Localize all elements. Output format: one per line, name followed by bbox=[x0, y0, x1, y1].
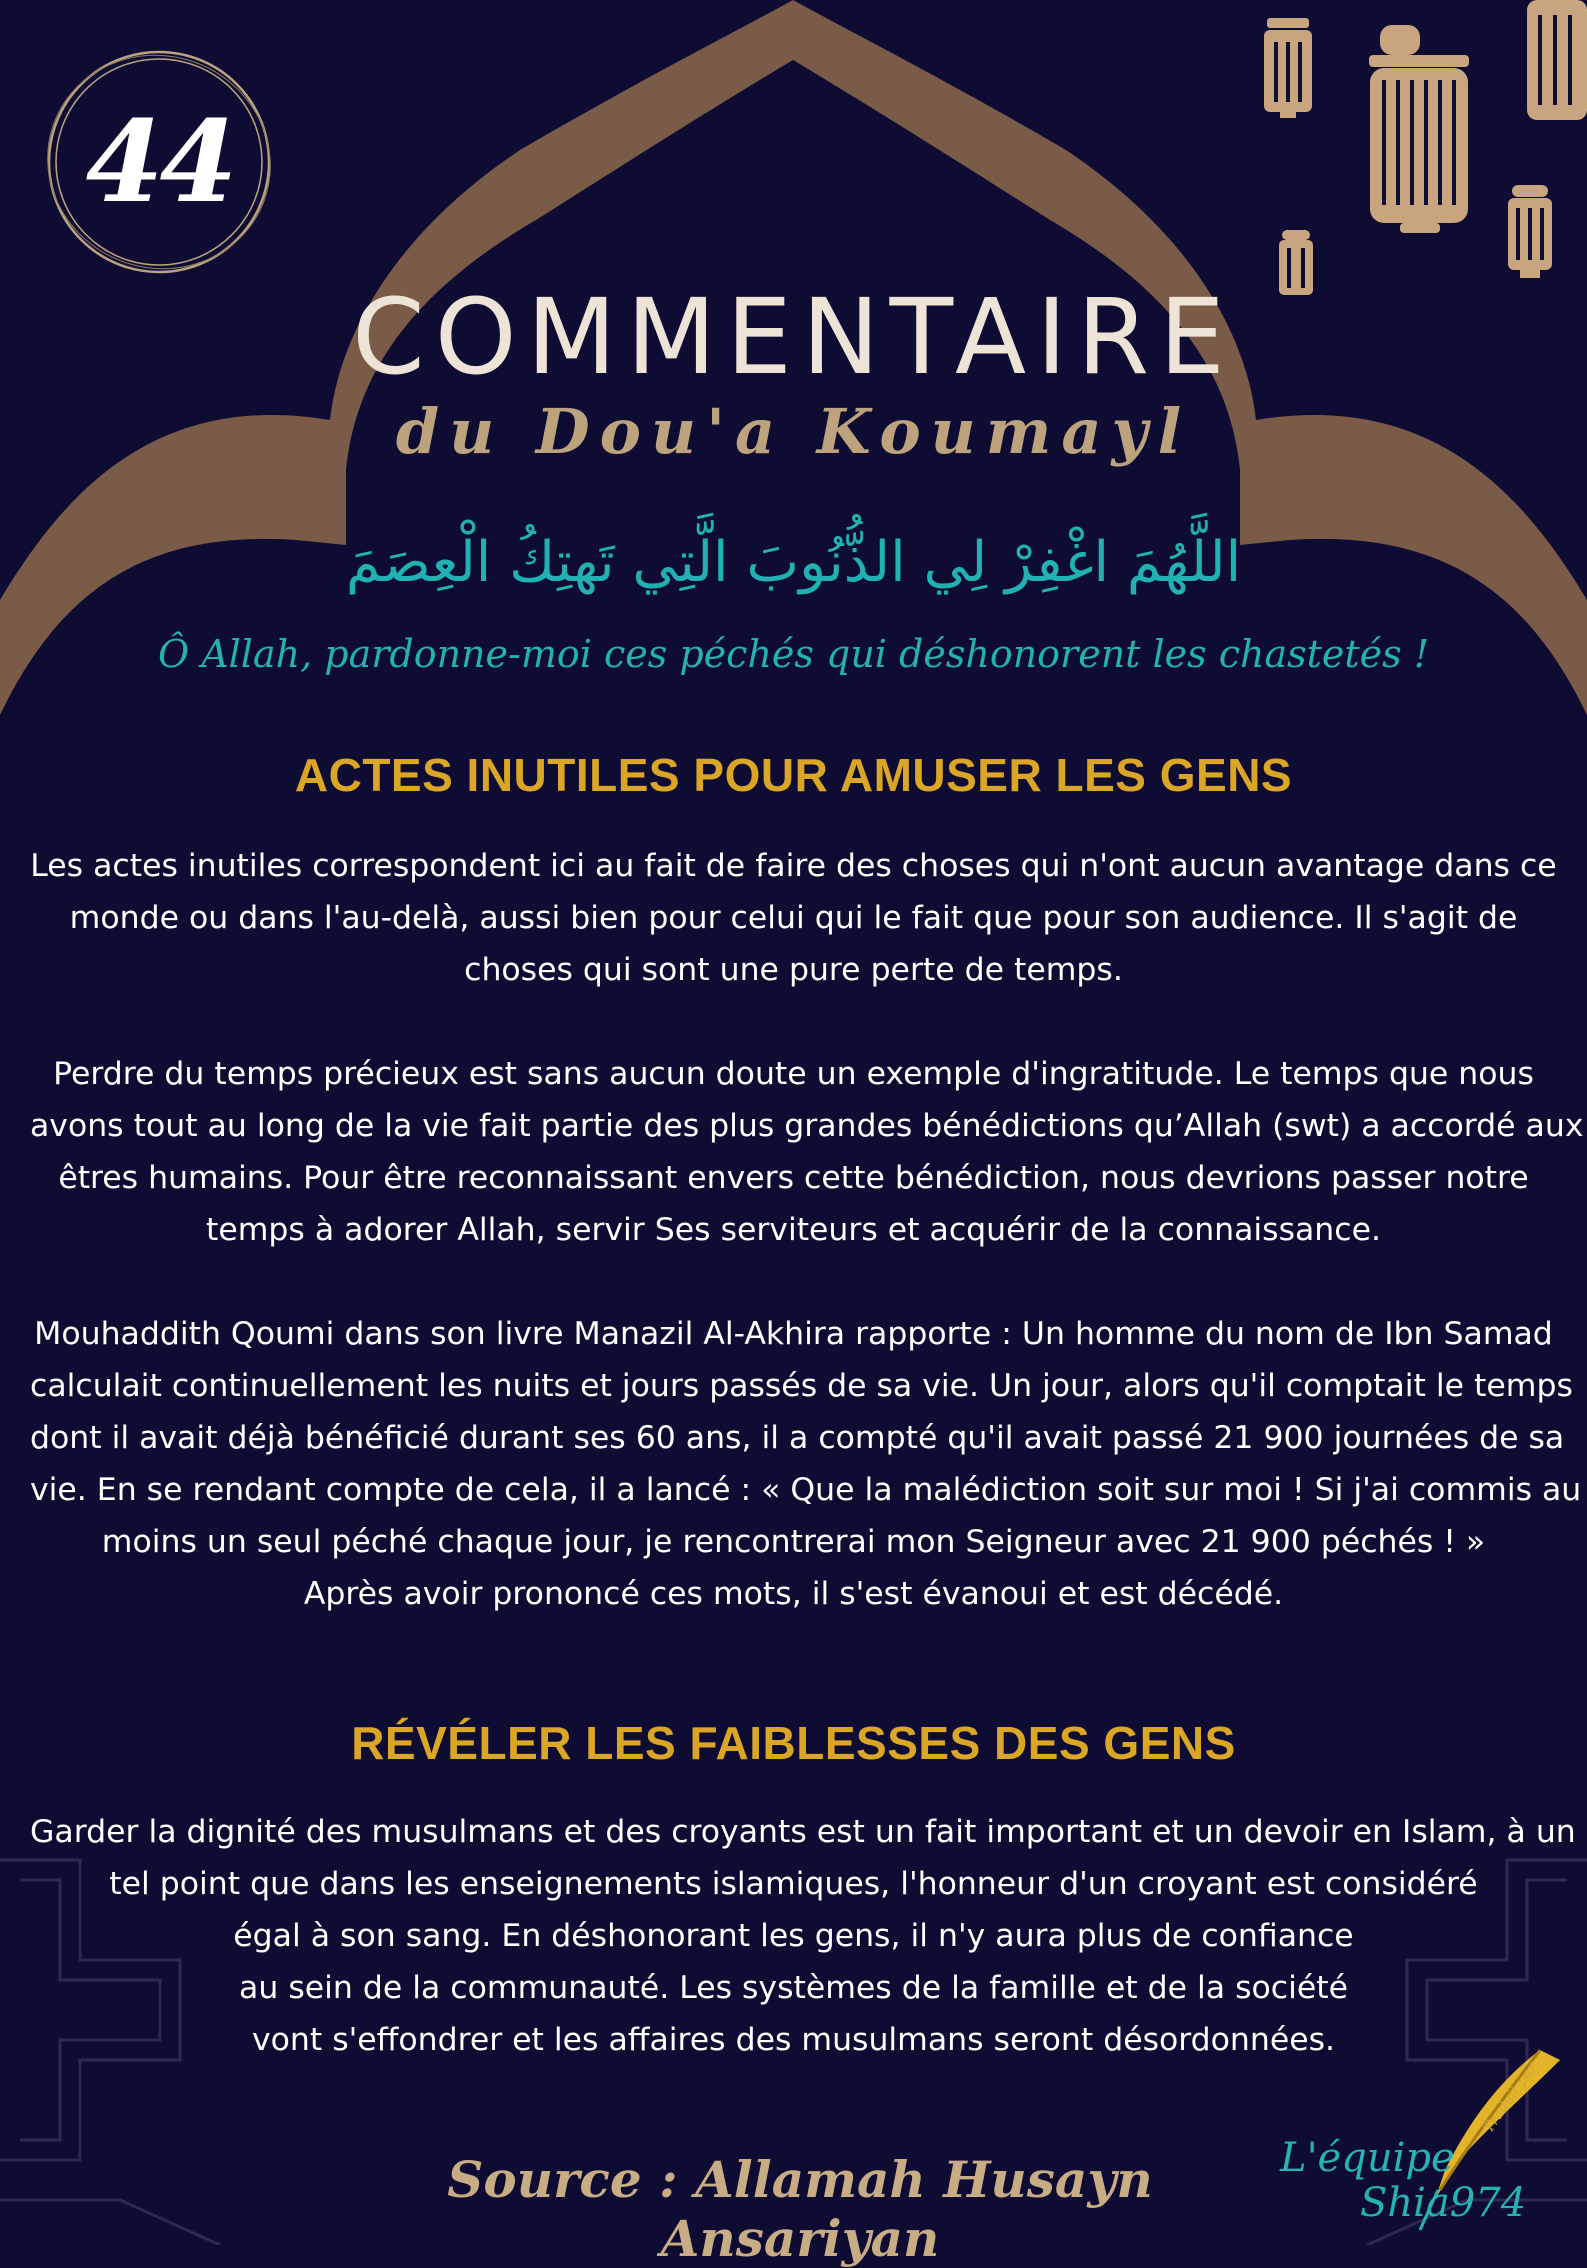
section-heading-useless-acts: ACTES INUTILES POUR AMUSER LES GENS bbox=[294, 749, 1293, 801]
translated-by-label: Traduit par bbox=[1480, 2060, 1541, 2136]
paragraph-line: au sein de la communauté. Les systèmes de la famille et de la société bbox=[239, 1970, 1348, 2006]
paragraph-line: Garder la dignité des musulmans et des croyants est un fait important et un devoir en Islam, à un bbox=[30, 1814, 1576, 1850]
paragraph-line: temps à adorer Allah, servir Ses serviteurs et acquérir de la connaissance. bbox=[206, 1212, 1381, 1248]
paragraph-line: tel point que dans les enseignements islamiques, l'honneur d'un croyant est considéré bbox=[109, 1866, 1478, 1902]
arabic-verse: اللَّهُمَ اغْفِرْ لِي الذُّنُوبَ الَّتِي تَهتِكُ الْعِصَمَ bbox=[345, 530, 1242, 595]
paragraph-line: calculait continuellement les nuits et jours passés de sa vie. Un jour, alors qu'il comptait le temps bbox=[30, 1368, 1573, 1404]
translator-signature bbox=[1270, 2040, 1580, 2240]
paragraph bbox=[30, 1308, 1582, 1620]
signature-line-2: Shia974 bbox=[1360, 2180, 1527, 2226]
paragraph-line: monde ou dans l'au-delà, aussi bien pour celui qui le fait que pour son audience. Il s'agit de bbox=[69, 900, 1518, 936]
paragraph-line: êtres humains. Pour être reconnaissant envers cette bénédiction, nous devrions passer notre bbox=[58, 1160, 1529, 1196]
paragraph-line: Mouhaddith Qoumi dans son livre Manazil Al-Akhira rapporte : Un homme du nom de Ibn Samad bbox=[34, 1316, 1553, 1352]
verse-translation: Ô Allah, pardonne-moi ces péchés qui déshonorent les chastetés ! bbox=[157, 632, 1430, 676]
paragraph-line: dont il avait déjà bénéficié durant ses 60 ans, il a compté qu'il avait passé 21 900 journées de sa bbox=[30, 1420, 1565, 1456]
paragraph-line: vont s'effondrer et les affaires des musulmans seront désordonnées. bbox=[251, 2022, 1336, 2058]
source-credit: Source : Allamah Husayn Ansariyan bbox=[447, 2150, 1153, 2268]
paragraph bbox=[30, 1048, 1584, 1256]
signature-line-1: L'équipe bbox=[1280, 2135, 1455, 2181]
paragraph bbox=[30, 840, 1557, 996]
paragraph bbox=[30, 1806, 1576, 2066]
paragraph-line: Perdre du temps précieux est sans aucun doute un exemple d'ingratitude. Le temps que nous bbox=[53, 1056, 1534, 1092]
page-subtitle: du Dou'a Koumayl bbox=[395, 395, 1192, 468]
paragraph-line: moins un seul péché chaque jour, je rencontrerai mon Seigneur avec 21 900 péchés ! » bbox=[101, 1524, 1486, 1560]
paragraph-line: avons tout au long de la vie fait partie des plus grandes bénédictions qu’Allah (swt) a accordé aux bbox=[30, 1108, 1584, 1144]
paragraph-line: Après avoir prononcé ces mots, il s'est évanoui et est décédé. bbox=[303, 1576, 1284, 1612]
paragraph-line: égal à son sang. En déshonorant les gens, il n'y aura plus de confiance bbox=[233, 1918, 1354, 1954]
episode-number-badge bbox=[42, 45, 277, 280]
section-heading-revealing-weaknesses: RÉVÉLER LES FAIBLESSES DES GENS bbox=[351, 1717, 1236, 1769]
paragraph-line: choses qui sont une pure perte de temps. bbox=[464, 952, 1123, 988]
episode-number: 44 bbox=[85, 97, 234, 228]
paragraph-line: vie. En se rendant compte de cela, il a lancé : « Que la malédiction soit sur moi ! Si j'ai commis au bbox=[30, 1472, 1582, 1508]
page-title: COMMENTAIRE bbox=[352, 276, 1235, 398]
paragraph-line: Les actes inutiles correspondent ici au fait de faire des choses qui n'ont aucun avantage dans ce bbox=[30, 848, 1557, 884]
